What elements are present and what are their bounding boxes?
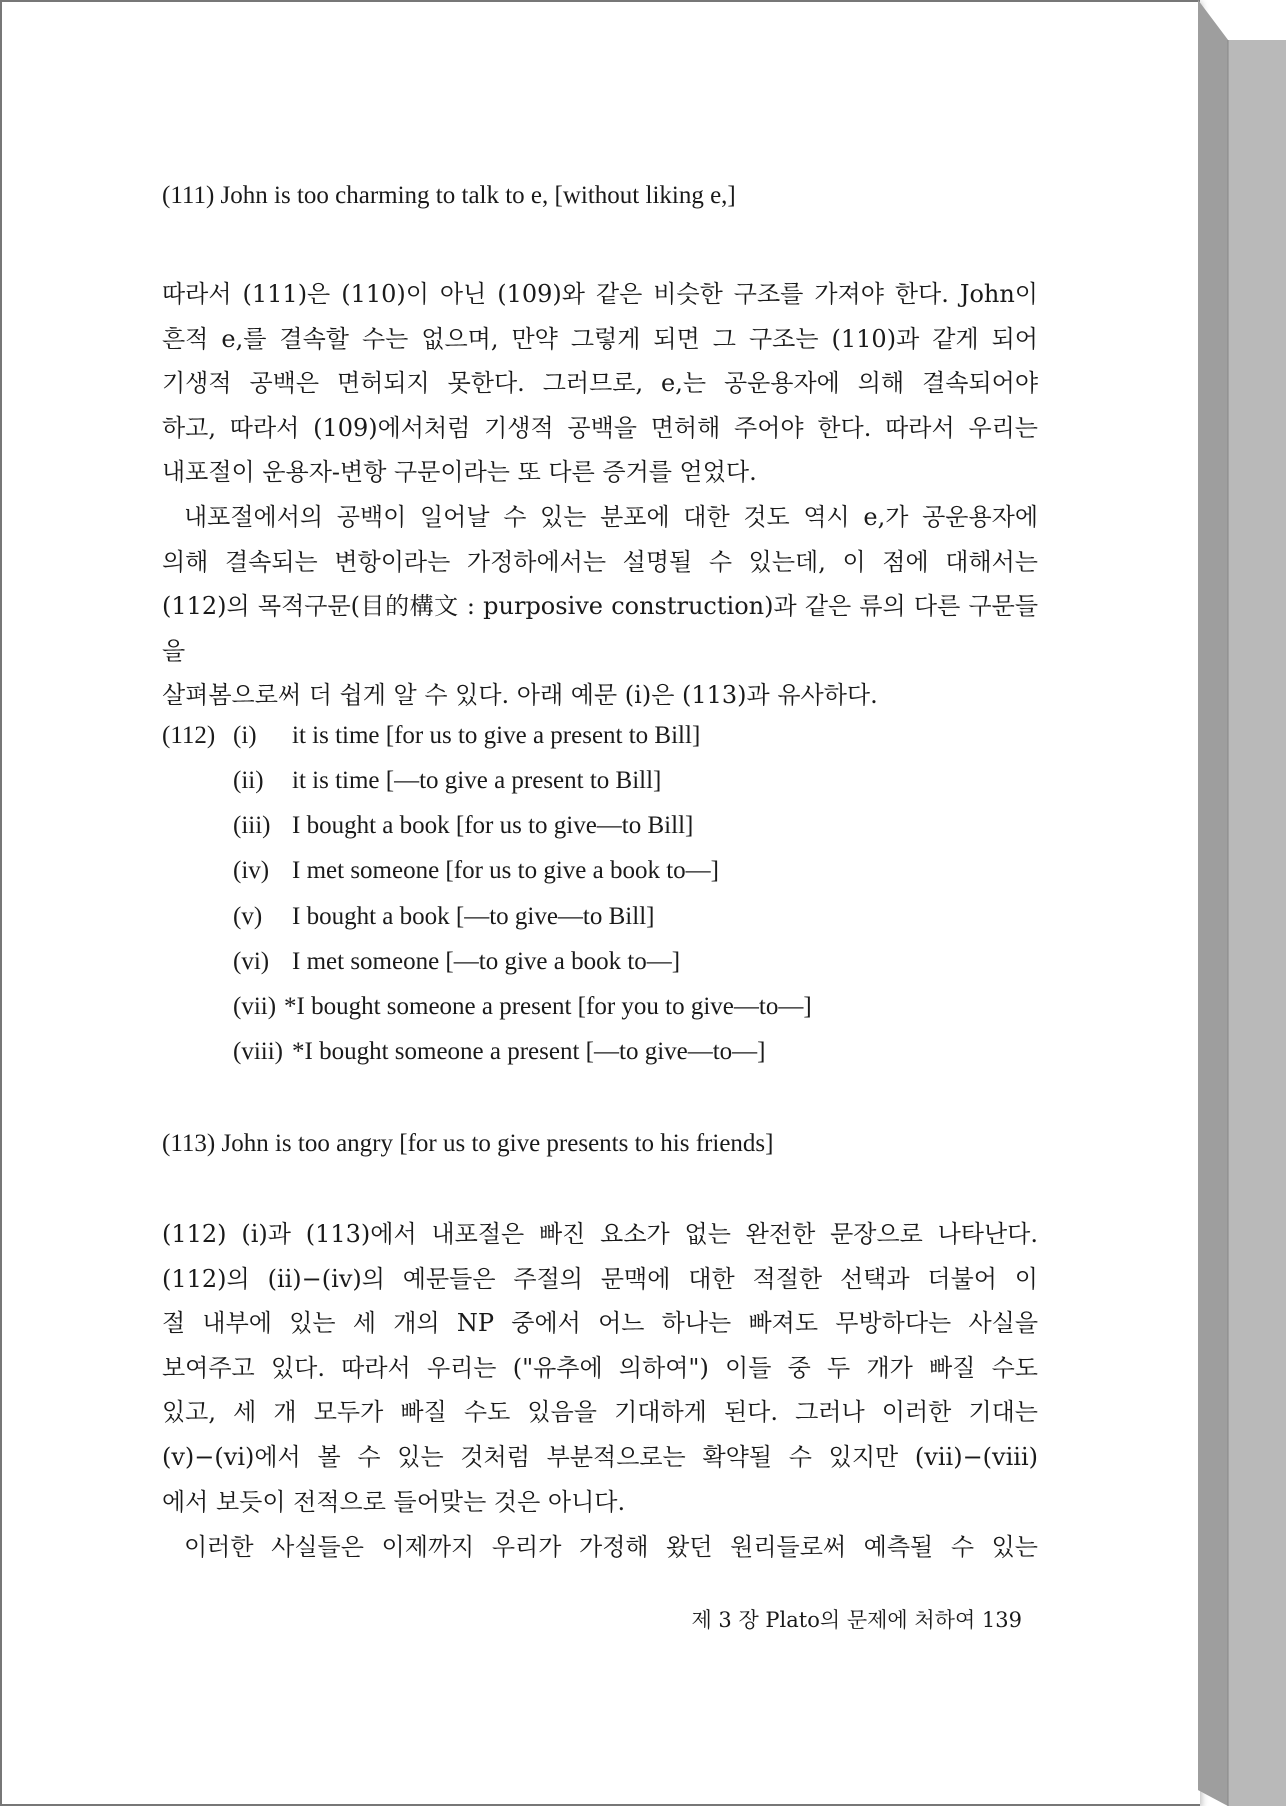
paragraph-line: (v)−(vi)에서 볼 수 있는 것처럼 부분적으로는 확약될 수 있지만 (vii)−(viii) xyxy=(162,1442,1038,1471)
paragraph-line: 살펴봄으로써 더 쉽게 알 수 있다. 아래 예문 (i)은 (113)과 유사하다. xyxy=(162,681,878,710)
paragraph-2 xyxy=(162,495,1038,718)
example-text: I met someone [—to give a book to—] xyxy=(292,948,681,975)
example-number: (iv) xyxy=(233,857,270,884)
example-text: I bought a book [for us to give—to Bill] xyxy=(292,812,694,839)
paragraph-line: 흔적 e,를 결속할 수는 없으며, 만약 그렇게 되면 그 구조는 (110)과 같게 되어 xyxy=(162,324,1038,353)
paragraph-line: 내포절에서의 공백이 일어날 수 있는 분포에 대한 것도 역시 e,가 공운용자에 xyxy=(184,503,1038,531)
paragraph-line: 하고, 따라서 (109)에서처럼 기생적 공백을 면허해 주어야 한다. 따라서 우리는 xyxy=(162,413,1038,442)
example-number: (iii) xyxy=(233,812,271,839)
example-111: (111) John is too charming to talk to e, [without liking e,] xyxy=(162,182,736,209)
example-number: (i) xyxy=(233,722,257,749)
example-113: (113) John is too angry [for us to give presents to his friends] xyxy=(162,1130,774,1157)
book-edge xyxy=(1198,0,1286,1806)
paragraph-line: 기생적 공백은 면허되지 못한다. 그러므로, e,는 공운용자에 의해 결속되어야 xyxy=(162,369,1038,398)
paragraph-4 xyxy=(162,1525,1038,1570)
paragraph-line: 있고, 세 개 모두가 빠질 수도 있음을 기대하게 된다. 그러나 이러한 기대는 xyxy=(162,1398,1038,1427)
paragraph-line: 의해 결속되는 변항이라는 가정하에서는 설명될 수 있는데, 이 점에 대해서는 xyxy=(162,547,1038,576)
example-text: *I bought someone a present [for you to give—to—] xyxy=(284,993,812,1020)
paragraph-line: 보여주고 있다. 따라서 우리는 ("유추에 의하여") 이들 중 두 개가 빠질 수도 xyxy=(162,1353,1038,1382)
example-number: (v) xyxy=(233,903,263,930)
example-number: (vii) xyxy=(233,993,277,1020)
paragraph-line: (112) (i)과 (113)에서 내포절은 빠진 요소가 없는 완전한 문장으로 나타난다. xyxy=(162,1220,1038,1248)
paragraph-line: (112)의 목적구문(目的構文 : purposive construction)과 같은 류의 다른 구문들을 xyxy=(162,592,1038,665)
example-text: *I bought someone a present [—to give—to—] xyxy=(292,1038,766,1065)
example-number: (vi) xyxy=(233,948,270,975)
example-number: (viii) xyxy=(233,1038,283,1065)
paragraph-line: (112)의 (ii)−(iv)의 예문들은 주절의 문맥에 대한 적절한 선택과 더불어 이 xyxy=(162,1264,1038,1293)
example-text: it is time [for us to give a present to Bill] xyxy=(292,722,701,749)
example-number: (ii) xyxy=(233,767,264,794)
paragraph-3 xyxy=(162,1212,1038,1524)
example-text: I bought a book [—to give—to Bill] xyxy=(292,903,655,930)
paragraph-line: 따라서 (111)은 (110)이 아닌 (109)와 같은 비슷한 구조를 가져야 한다. John이 xyxy=(162,280,1038,308)
paragraph-line: 내포절이 운용자-변항 구문이라는 또 다른 증거를 얻었다. xyxy=(162,458,757,487)
paragraph-line: 절 내부에 있는 세 개의 NP 중에서 어느 하나는 빠져도 무방하다는 사실을 xyxy=(162,1309,1038,1338)
paragraph-line: 이러한 사실들은 이제까지 우리가 가정해 왔던 원리들로써 예측될 수 있는 xyxy=(184,1533,1038,1561)
example-text: it is time [—to give a present to Bill] xyxy=(292,767,662,794)
paragraph-1 xyxy=(162,272,1038,495)
page-footer: 제 3 장 Plato의 문제에 처하여 139 xyxy=(691,1608,1022,1632)
example-text: I met someone [for us to give a book to—] xyxy=(292,857,719,884)
paragraph-line: 에서 보듯이 전적으로 들어맞는 것은 아니다. xyxy=(162,1487,626,1516)
example-112-label: (112) xyxy=(162,722,216,749)
